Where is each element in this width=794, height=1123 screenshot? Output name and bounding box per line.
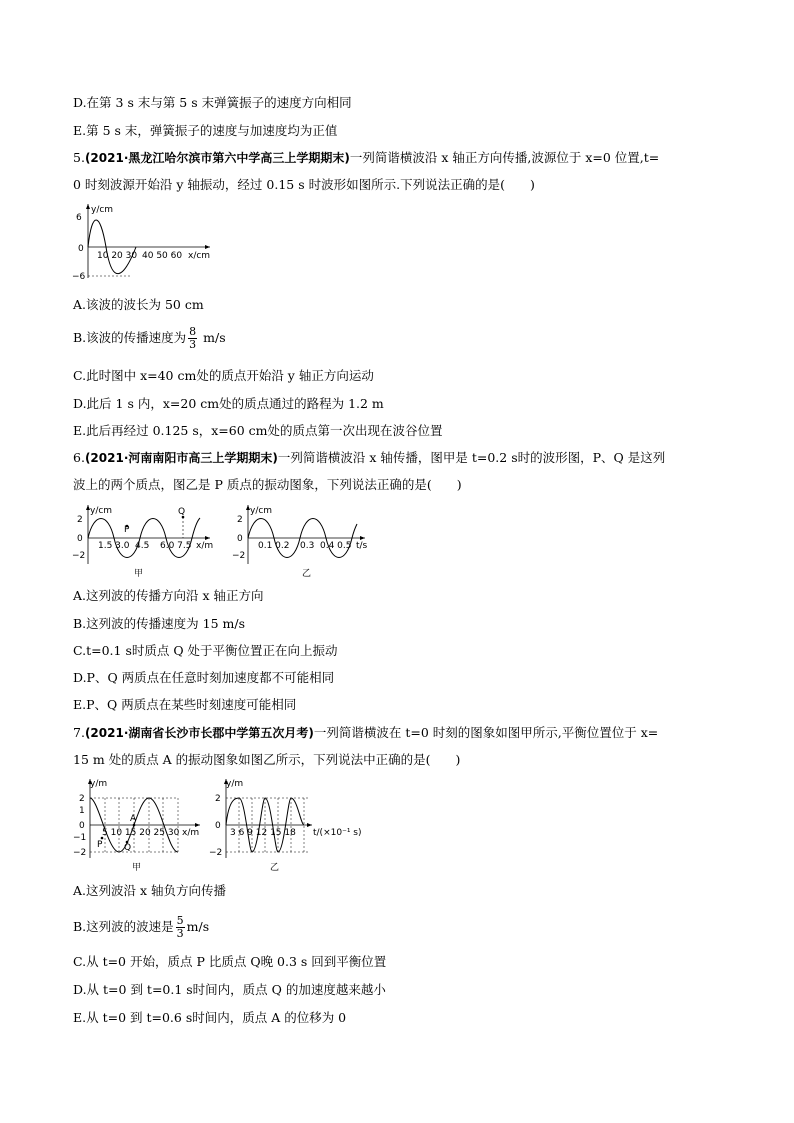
q7-fig-jia-a: A bbox=[130, 814, 137, 824]
q6-source: (2021·河南南阳市高三上学期期末) bbox=[84, 451, 278, 465]
q5-fig-xlabel: x/cm bbox=[188, 251, 211, 261]
q6-stem1: 一列简谐横波沿 x 轴传播，图甲是 t=0.2 s时的波形图，P、Q 是这列 bbox=[277, 450, 666, 465]
q7-fig-yi-xticks: 3 6 9 12 15 18 bbox=[230, 828, 296, 838]
q5-option-b-fraction bbox=[188, 326, 197, 351]
q6-figure-jia bbox=[72, 502, 217, 580]
q7-option-e: E.从 t=0 到 t=0.6 s时间内，质点 A 的位移为 0 bbox=[73, 1010, 347, 1025]
q6-fig-yi-ytop: 2 bbox=[237, 515, 243, 525]
q5-stem-line1 bbox=[73, 150, 659, 166]
q7-fig-jia-ymid: 1 bbox=[79, 806, 85, 816]
q6-fig-jia-ybot: −2 bbox=[72, 551, 86, 561]
q6-fig-jia-xlabel: x/m bbox=[196, 541, 214, 551]
q6-fig-yi-ylabel: y/cm bbox=[250, 506, 273, 516]
q7-fig-yi-zero: 0 bbox=[215, 821, 221, 831]
q7-fig-jia-ylabel: y/m bbox=[90, 779, 108, 789]
q7-option-b-pre: B.这列波的波速是 bbox=[73, 919, 174, 934]
q7-option-b-den: 3 bbox=[176, 927, 184, 940]
q5-fig-ylabel: y/cm bbox=[91, 205, 114, 215]
q7-fig-jia-zero: 0 bbox=[79, 821, 85, 831]
q6-fig-jia-xticks2: 4.5 bbox=[135, 541, 150, 551]
q6-fig-jia-xticks3: 6.0 7.5 bbox=[160, 541, 192, 551]
q5-option-d: D.此后 1 s 内，x=20 cm处的质点通过的路程为 1.2 m bbox=[73, 396, 384, 411]
q7-stem1: 一列简谐横波在 t=0 时刻的图象如图甲所示,平衡位置位于 x= bbox=[313, 725, 659, 740]
q7-option-c: C.从 t=0 开始，质点 P 比质点 Q晚 0.3 s 回到平衡位置 bbox=[73, 954, 387, 969]
q7-option-b-post: m/s bbox=[186, 919, 210, 934]
q5-option-b bbox=[73, 326, 226, 351]
q5-option-a: A.该波的波长为 50 cm bbox=[73, 297, 204, 312]
q6-fig-yi-xticks2: 0.3 bbox=[300, 541, 315, 551]
q5-option-b-post: m/s bbox=[199, 330, 226, 345]
q6-fig-jia-ytop: 2 bbox=[77, 515, 83, 525]
q7-fig-jia-caption: 甲 bbox=[132, 863, 142, 873]
q6-fig-jia-ylabel: y/cm bbox=[90, 506, 113, 516]
q4-option-d: D.在第 3 s 末与第 5 s 末弹簧振子的速度方向相同 bbox=[73, 95, 352, 110]
q5-option-c: C.此时图中 x=40 cm处的质点开始沿 y 轴正方向运动 bbox=[73, 368, 374, 383]
q6-option-b: B.这列波的传播速度为 15 m/s bbox=[73, 616, 245, 631]
q7-source: (2021·湖南省长沙市长郡中学第五次月考) bbox=[84, 726, 314, 740]
q6-fig-jia-p: P bbox=[124, 525, 130, 535]
q6-figure-yi bbox=[232, 502, 372, 580]
q6-fig-jia-caption: 甲 bbox=[134, 569, 144, 579]
q6-fig-yi-caption: 乙 bbox=[302, 569, 312, 579]
q7-fig-jia-yneg1: −1 bbox=[73, 833, 87, 843]
q5-option-b-den: 3 bbox=[189, 338, 197, 351]
q5-option-b-pre: B.该波的传播速度为 bbox=[73, 330, 187, 345]
q7-fig-jia-ybot: −2 bbox=[73, 848, 87, 858]
q7-option-d: D.从 t=0 到 t=0.1 s时间内，质点 Q 的加速度越来越小 bbox=[73, 982, 386, 997]
q6-fig-jia-zero: 0 bbox=[77, 534, 83, 544]
q6-option-a: A.这列波的传播方向沿 x 轴正方向 bbox=[73, 588, 264, 603]
q5-option-b-num: 8 bbox=[189, 325, 197, 338]
q6-fig-yi-xticks3: 0.4 0.5 bbox=[320, 541, 352, 551]
q4-option-e: E.第 5 s 末，弹簧振子的速度与加速度均为正值 bbox=[73, 123, 338, 138]
q6-option-e: E.P、Q 两质点在某些时刻速度可能相同 bbox=[73, 697, 297, 712]
q7-fig-yi-xlabel: t/(×10⁻¹ s) bbox=[313, 828, 362, 838]
q7-fig-jia-ytop: 2 bbox=[79, 794, 85, 804]
q7-figure-jia bbox=[72, 776, 207, 876]
q5-source: (2021·黑龙江哈尔滨市第六中学高三上学期期末) bbox=[84, 151, 350, 165]
q6-stem-line2: 波上的两个质点，图乙是 P 质点的振动图象，下列说法正确的是( ) bbox=[73, 477, 462, 492]
q6-fig-jia-q: Q bbox=[178, 507, 186, 517]
q5-option-e: E.此后再经过 0.125 s，x=60 cm处的质点第一次出现在波谷位置 bbox=[73, 423, 443, 438]
q6-option-d: D.P、Q 两质点在任意时刻加速度都不可能相同 bbox=[73, 670, 335, 685]
q7-fig-jia-q: Q bbox=[124, 843, 132, 853]
q7-fig-jia-xlabel: x/m bbox=[182, 828, 200, 838]
q6-option-c: C.t=0.1 s时质点 Q 处于平衡位置正在向上振动 bbox=[73, 643, 338, 658]
q5-fig-ytop: 6 bbox=[76, 213, 82, 223]
q5-stem-line2: 0 时刻波源开始沿 y 轴振动，经过 0.15 s 时波形如图所示.下列说法正确的是( ) bbox=[73, 177, 535, 192]
q7-number: 7. bbox=[73, 725, 85, 740]
q7-option-b bbox=[73, 915, 209, 940]
q5-stem1: 一列简谐横波沿 x 轴正方向传播,波源位于 x=0 位置,t= bbox=[349, 150, 660, 165]
q6-fig-yi-xlabel: t/s bbox=[356, 541, 368, 551]
q7-figure-yi bbox=[209, 776, 372, 876]
q7-fig-yi-ylabel: y/m bbox=[226, 779, 244, 789]
q5-wave-figure bbox=[70, 200, 220, 285]
q7-option-b-num: 5 bbox=[176, 914, 184, 927]
q6-fig-yi-ybot: −2 bbox=[232, 551, 246, 561]
q5-fig-origin: 0 bbox=[78, 244, 84, 254]
q6-stem-line1 bbox=[73, 450, 665, 466]
q5-number: 5. bbox=[73, 150, 85, 165]
q5-fig-xticks: 10 20 30 bbox=[97, 251, 138, 261]
q5-fig-xticks2: 40 50 60 bbox=[142, 251, 183, 261]
q6-fig-yi-xticks: 0.1 0.2 bbox=[258, 541, 290, 551]
q7-option-a: A.这列波沿 x 轴负方向传播 bbox=[73, 883, 226, 898]
q7-stem-line2: 15 m 处的质点 A 的振动图象如图乙所示，下列说法中正确的是( ) bbox=[73, 752, 461, 767]
q7-option-b-fraction bbox=[176, 915, 185, 940]
q7-fig-jia-xticks: 5 10 15 20 25 30 bbox=[102, 828, 180, 838]
q7-fig-yi-ytop: 2 bbox=[215, 794, 221, 804]
q6-fig-yi-zero: 0 bbox=[237, 534, 243, 544]
q5-fig-ybot: −6 bbox=[72, 272, 86, 282]
q7-fig-yi-ybot: −2 bbox=[209, 848, 223, 858]
q7-fig-jia-p: P bbox=[97, 840, 103, 850]
q7-fig-yi-caption: 乙 bbox=[270, 863, 280, 873]
q6-number: 6. bbox=[73, 450, 85, 465]
q6-fig-jia-xticks: 1.5 3.0 bbox=[98, 541, 130, 551]
q7-stem-line1 bbox=[73, 725, 658, 741]
